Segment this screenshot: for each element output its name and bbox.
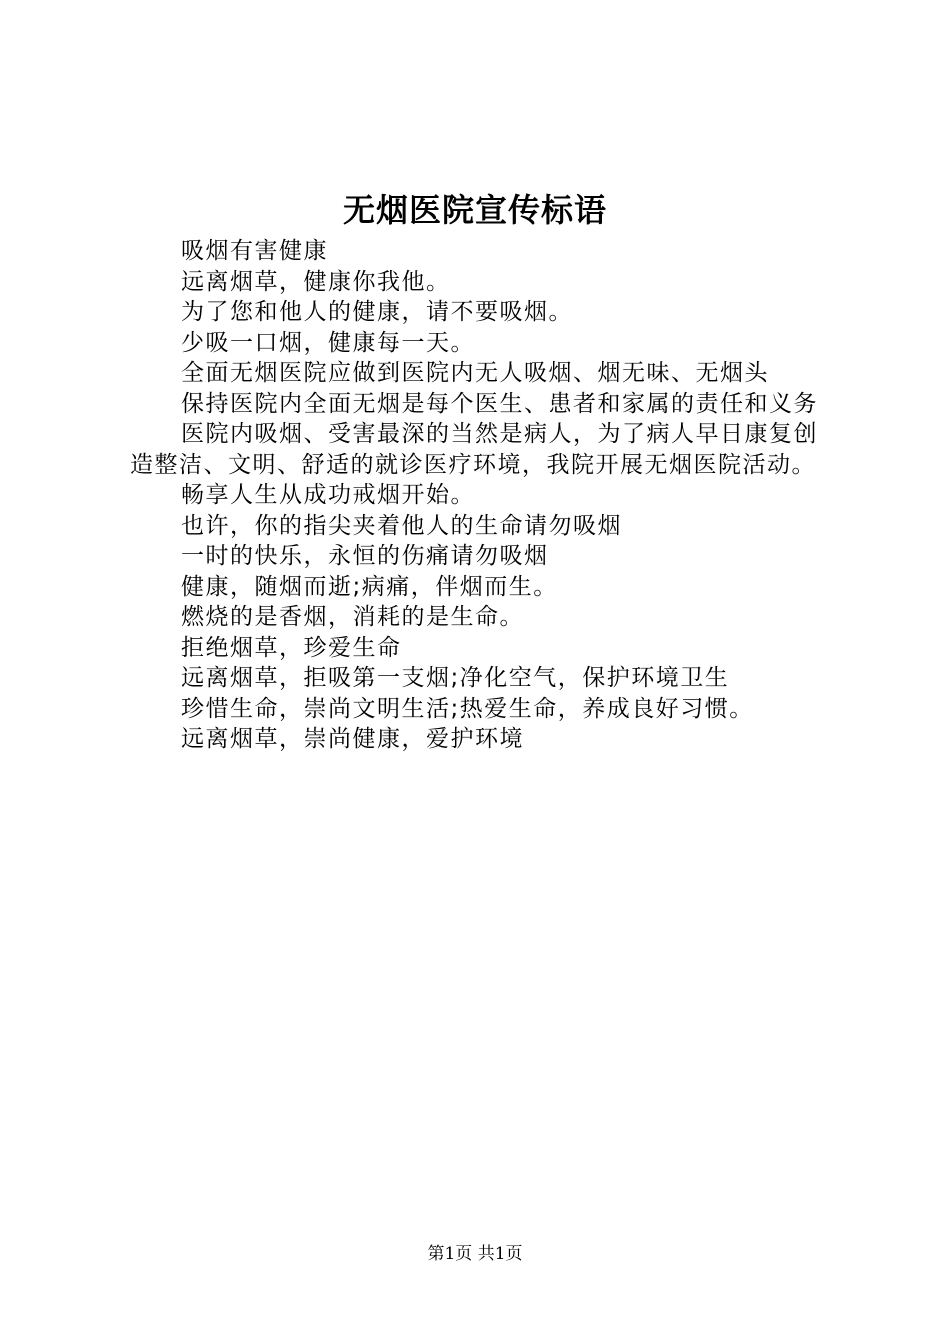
paragraph: 吸烟有害健康 bbox=[181, 238, 328, 264]
page-footer: 第1页 共1页 bbox=[427, 1244, 523, 1264]
paragraph: 拒绝烟草，珍爱生命 bbox=[181, 634, 402, 661]
paragraph: 全面无烟医院应做到医院内无人吸烟、烟无味、无烟头 bbox=[181, 360, 769, 386]
paragraph: 远离烟草，拒吸第一支烟;净化空气，保护环境卫生 bbox=[181, 665, 730, 691]
document-body bbox=[130, 236, 835, 755]
paragraph: 健康，随烟而逝;病痛，伴烟而生。 bbox=[181, 573, 558, 600]
paragraph: 也许，你的指尖夹着他人的生命请勿吸烟 bbox=[181, 512, 622, 539]
paragraph: 远离烟草，健康你我他。 bbox=[181, 268, 451, 295]
paragraph: 畅享人生从成功戒烟开始。 bbox=[181, 482, 475, 508]
document-title: 无烟医院宣传标语 bbox=[342, 191, 607, 229]
paragraph: 珍惜生命，崇尚文明生活;热爱生命，养成良好习惯。 bbox=[181, 695, 754, 722]
paragraph: 燃烧的是香烟，消耗的是生命。 bbox=[181, 604, 524, 630]
paragraph: 医院内吸烟、受害最深的当然是病人，为了病人早日康复创造整洁、文明、舒适的就诊医疗环境，我院开展无烟医院活动。 bbox=[130, 421, 818, 478]
paragraph: 为了您和他人的健康，请不要吸烟。 bbox=[181, 299, 573, 325]
paragraph: 少吸一口烟，健康每一天。 bbox=[181, 329, 475, 356]
paragraph: 一时的快乐，永恒的伤痛请勿吸烟 bbox=[181, 543, 549, 569]
paragraph: 保持医院内全面无烟是每个医生、患者和家属的责任和义务 bbox=[181, 390, 818, 417]
paragraph: 远离烟草，崇尚健康，爱护环境 bbox=[181, 726, 524, 752]
